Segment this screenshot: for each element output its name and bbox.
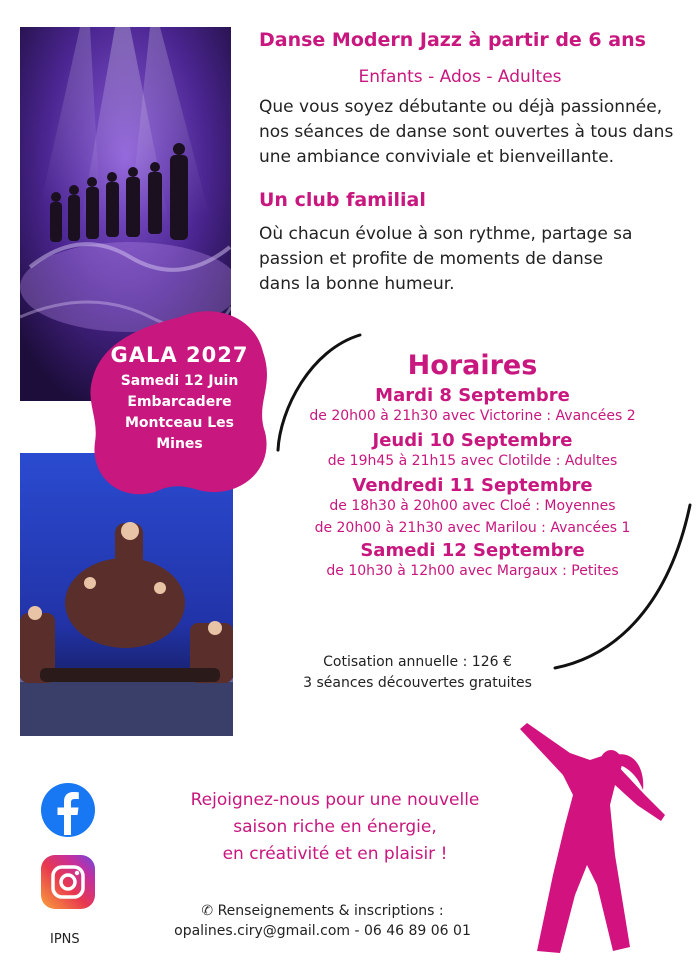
club-title: Un club familial — [259, 189, 426, 211]
contact — [150, 901, 495, 941]
pricing — [290, 652, 545, 694]
intro-text — [259, 95, 673, 170]
gala-place-1: Embarcadere — [127, 394, 232, 410]
instagram-icon[interactable] — [41, 855, 95, 909]
schedule-day-thu: Jeudi 10 Septembre — [372, 430, 573, 451]
schedule-slot: de 10h30 à 12h00 avec Margaux : Petites — [326, 563, 619, 579]
club-line-1: Où chacun évolue à son rythme, partage sa — [259, 224, 633, 244]
join-line-1: Rejoignez-nous pour une nouvelle — [190, 790, 480, 810]
schedule-title: Horaires — [407, 350, 538, 381]
join-message — [150, 787, 520, 868]
dancer-silhouette — [515, 715, 675, 955]
join-line-2: saison riche en énergie, — [233, 817, 437, 837]
phone-icon: ✆ — [201, 903, 214, 919]
pricing-trial: 3 séances découvertes gratuites — [303, 675, 532, 691]
facebook-icon[interactable] — [41, 783, 95, 837]
gala-place-3: Mines — [156, 436, 203, 452]
gala-badge — [92, 343, 267, 455]
schedule-day-fri: Vendredi 11 Septembre — [352, 475, 593, 496]
club-line-3: dans la bonne humeur. — [259, 274, 455, 294]
audience-subheading: Enfants - Ados - Adultes — [358, 67, 562, 87]
contact-details[interactable]: opalines.ciry@gmail.com - 06 46 89 06 01 — [174, 923, 471, 939]
gala-date: Samedi 12 Juin — [120, 373, 239, 389]
gala-place-2: Montceau Les — [124, 415, 235, 431]
club-text — [259, 222, 632, 297]
intro-line-2: nos séances de danse sont ouvertes à tous dans — [259, 122, 674, 142]
schedule-day-tue: Mardi 8 Septembre — [375, 385, 570, 406]
intro-line-3: une ambiance conviviale et bienveillante. — [259, 147, 615, 167]
schedule-slot: de 18h30 à 20h00 avec Cloé : Moyennes — [329, 498, 616, 514]
pricing-fee: Cotisation annuelle : 126 € — [323, 654, 512, 670]
schedule-slot: de 20h00 à 21h30 avec Victorine : Avancées 2 — [309, 408, 636, 424]
schedule-slot: de 19h45 à 21h15 avec Clotilde : Adultes — [327, 453, 618, 469]
contact-title: Renseignements & inscriptions : — [217, 903, 444, 919]
club-line-2: passion et profite de moments de danse — [259, 249, 604, 269]
schedule — [290, 350, 655, 579]
ipns-label: IPNS — [50, 932, 80, 947]
intro-line-1: Que vous soyez débutante ou déjà passionnée, — [259, 97, 663, 117]
gala-title: GALA 2027 — [110, 343, 249, 367]
join-line-3: en créativité et en plaisir ! — [222, 844, 448, 864]
schedule-slot: de 20h00 à 21h30 avec Marilou : Avancées 1 — [314, 520, 631, 536]
main-heading: Danse Modern Jazz à partir de 6 ans — [259, 29, 646, 51]
contact-line-1 — [150, 901, 495, 921]
schedule-day-sat: Samedi 12 Septembre — [360, 540, 585, 561]
